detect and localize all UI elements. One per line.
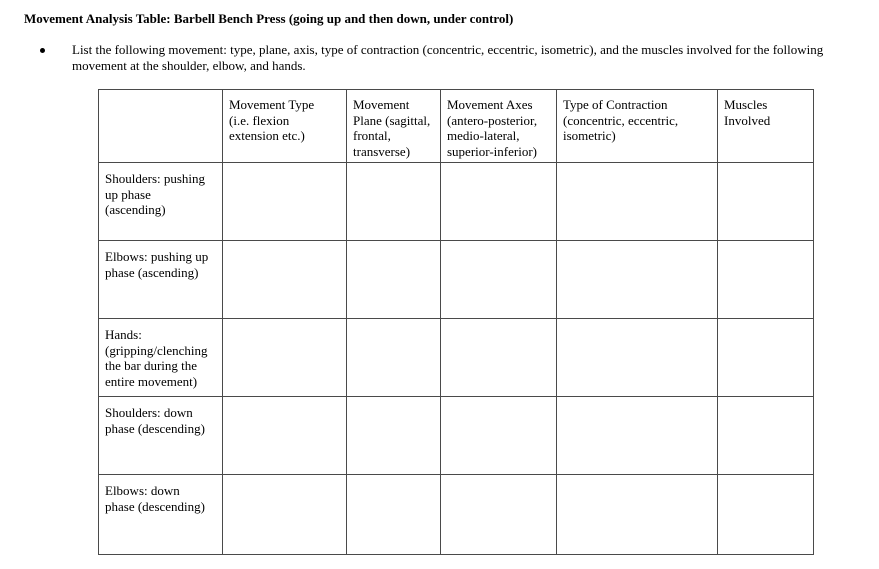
header-cell-movement-axes: Movement Axes (antero-posterior, medio-lateral, superior-inferior): [441, 90, 557, 163]
answer-cell[interactable]: [347, 241, 441, 319]
row-label-shoulders-up: Shoulders: pushing up phase (ascending): [99, 163, 223, 241]
row-label-shoulders-down: Shoulders: down phase (descending): [99, 397, 223, 475]
answer-cell[interactable]: [718, 241, 814, 319]
table-row: [99, 163, 814, 241]
answer-cell[interactable]: [441, 319, 557, 397]
answer-cell[interactable]: [223, 163, 347, 241]
table-header-row: [99, 90, 814, 163]
row-label-elbows-down: Elbows: down phase (descending): [99, 475, 223, 555]
row-label-elbows-up: Elbows: pushing up phase (ascending): [99, 241, 223, 319]
table-row: [99, 319, 814, 397]
answer-cell[interactable]: [347, 163, 441, 241]
header-cell-empty: [99, 90, 223, 163]
table-row: [99, 397, 814, 475]
answer-cell[interactable]: [441, 241, 557, 319]
instruction-text: List the following movement: type, plane, axis, type of contraction (concentric, eccentric, isometric), and the muscles involved for the following movement at the shoulder, elbow, and hands.: [72, 42, 824, 73]
answer-cell[interactable]: [347, 319, 441, 397]
movement-analysis-table: [98, 89, 814, 555]
header-cell-movement-plane: Movement Plane (sagittal, frontal, transverse): [347, 90, 441, 163]
table-row: [99, 475, 814, 555]
answer-cell[interactable]: [718, 397, 814, 475]
header-cell-movement-type: Movement Type (i.e. flexion extension etc.): [223, 90, 347, 163]
row-label-hands: Hands: (gripping/clenching the bar during the entire movement): [99, 319, 223, 397]
answer-cell[interactable]: [441, 163, 557, 241]
answer-cell[interactable]: [223, 397, 347, 475]
table-row: [99, 241, 814, 319]
answer-cell[interactable]: [223, 241, 347, 319]
page-title: Movement Analysis Table: Barbell Bench Press (going up and then down, under control): [24, 11, 514, 26]
answer-cell[interactable]: [347, 397, 441, 475]
header-cell-contraction-type: Type of Contraction (concentric, eccentric, isometric): [557, 90, 718, 163]
answer-cell[interactable]: [557, 241, 718, 319]
answer-cell[interactable]: [223, 319, 347, 397]
answer-cell[interactable]: [223, 475, 347, 555]
answer-cell[interactable]: [718, 163, 814, 241]
answer-cell[interactable]: [557, 397, 718, 475]
answer-cell[interactable]: [347, 475, 441, 555]
bullet-icon: [40, 48, 45, 53]
answer-cell[interactable]: [718, 319, 814, 397]
answer-cell[interactable]: [557, 475, 718, 555]
answer-cell[interactable]: [557, 319, 718, 397]
answer-cell[interactable]: [441, 397, 557, 475]
header-cell-muscles: Muscles Involved: [718, 90, 814, 163]
answer-cell[interactable]: [441, 475, 557, 555]
answer-cell[interactable]: [718, 475, 814, 555]
answer-cell[interactable]: [557, 163, 718, 241]
